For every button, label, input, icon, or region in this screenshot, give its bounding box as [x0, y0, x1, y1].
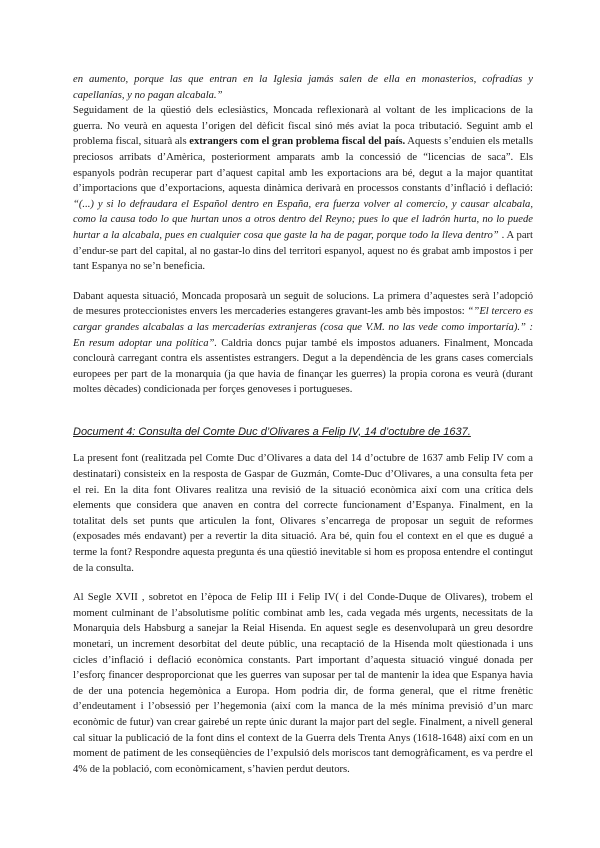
- paragraph-text: Dabant aquesta situació, Moncada proposarà un seguit de solucions. La primera d’aquestes serà l’adopció de mesures proteccionistes envers les mercaderies estangeres gravant-les amb bès impostos:: [73, 290, 533, 318]
- paragraph-source-intro: La present font (realitzada pel Comte Duc d’Olivares a data del 14 d’octubre de 1637 amb Felip IV com a destinatari) consisteix en la resposta de Gaspar de Guzmán, Comte-Duc d’Olivares, a una consulta feta per el rei. En la dita font Olivares realitza una revisió de la situació econòmica així com una crítica dels elements que considera que anaven en contra del correcte funcionament d’Espanya. Finalment, en la totalitat dels set punts que articulen la font, Olivares s’encarrega de proposar un seguit de reformes (exposades més endavant) per a revertir la dita situació. Ara bé, quin fou el context en el que es dugué a terme la font? Respondre aquesta pregunta és una qüestió inevitable si hom es proposa entendre el contingut de la consulta.: [73, 453, 533, 574]
- paragraph-text: . A part d’endur-se part del capital, al no gastar-lo dins del territori espanyol, aquest no és grabat amb impostos i per tant Espanya no se’n beneficia.: [73, 229, 533, 273]
- quote-continuation: en aumento, porque las que entran en la Iglesia jamás salen de ella en monasterios, cofradías y capellanías, y no pagan alcabala.”: [73, 74, 533, 101]
- paragraph-solutions: [73, 289, 533, 398]
- inline-quote: “”El tercero es cargar grandes alcabalas a las mercaderías extranjeras (cosa que V.M. no las vede como importaría).” : En resum adoptar una política”.: [73, 306, 533, 349]
- bold-emphasis: extrangers com el gran problema fiscal del país.: [189, 136, 406, 148]
- section-heading: Document 4: Consulta del Comte Duc d’Olivares a Felip IV, 14 d’octubre de 1637.: [73, 425, 471, 438]
- paragraph-text: Caldria doncs pujar també els impostos aduaners. Finalment, Moncada conclourà carregant contra els assentistes estrangers. Degut a la dependència de les grans cases comercials europees per part de la monarquia (ja que havia de finançar les guerres) la propia corona es veurà (durant moltes dècades) condicionada per forçes genoveses i portugueses.: [73, 337, 533, 396]
- paragraph-fiscal-problem: [73, 103, 533, 275]
- inline-quote: “(...) y si lo defraudara el Español dentro en España, era fuerza volver al comercio, y causar alcabala, como la causa todo lo que hurtan unos a otros dentro del Reyno; pues lo que el ladrón hurta, no lo puede hurtar a la alcabala, pues en cualquier cosa que gaste la ha de pagar, porque todo la lleva dentro”: [73, 198, 533, 241]
- paragraph-context: Al Segle XVII , sobretot en l’època de Felip III i Felip IV( i del Conde-Duque de Olivares), trobem el moment culminant de l’absolutisme polític combinat amb les, cada vegada més urgents, necessitats de la Monarquia dels Habsburg a sanejar la Reial Hisenda. En aquest segle es desenvoluparà un greu desordre monetari, un increment desorbitat del deute públic, una recaptació de la Hisenda molt qüestionada i uns cicles d’inflació i deflació econòmica constants. Part important d’aquesta situació vingué donada per l’esforç financer desproporcionat que les guerres van suposar per tal de mantenir la idea que Espanya havia de der una potencia hegemònica a Europa. Hom podria dir, de forma general, que el ritme frenètic d’endeutament i l’obsessió per l’hegemonia (així com la manca de la més mínima previsió d’un marc econòmic de futur) van crear gairebé un repte únic durant la major part del segle. Finalment, a nivell general cal situar la publicació de la font dins el context de la Guerra dels Trenta Anys (1618-1648) així com en un moment de patiment de les conseqüències de l’expulsió dels moriscos tant demogràficament, es va perdre el 4% de la població, com econòmicament, s’havien perdut deutors.: [73, 592, 533, 775]
- document-page: [73, 72, 533, 777]
- paragraph-text: Seguidament de la qüestió dels eclesiàstics, Moncada reflexionarà al voltant de les implicacions de la guerra. No veurà en aquesta l’origen del dèficit fiscal sinó més aviat la poca tributació. Seguint amb el problema fiscal, situarà als: [73, 105, 533, 148]
- paragraph-text: Aquests s’enduien els metalls preciosos arribats d’Amèrica, posteriorment amparats amb la concessió de “licencias de saca”. Els espanyols podràn recuperar part d’aquest capital amb les exportacions ara bé, degut a la major quantitat d’importacions que d’exportacions, aquesta dinàmica derivarà en processos constants d’inflació i deflació:: [73, 136, 533, 195]
